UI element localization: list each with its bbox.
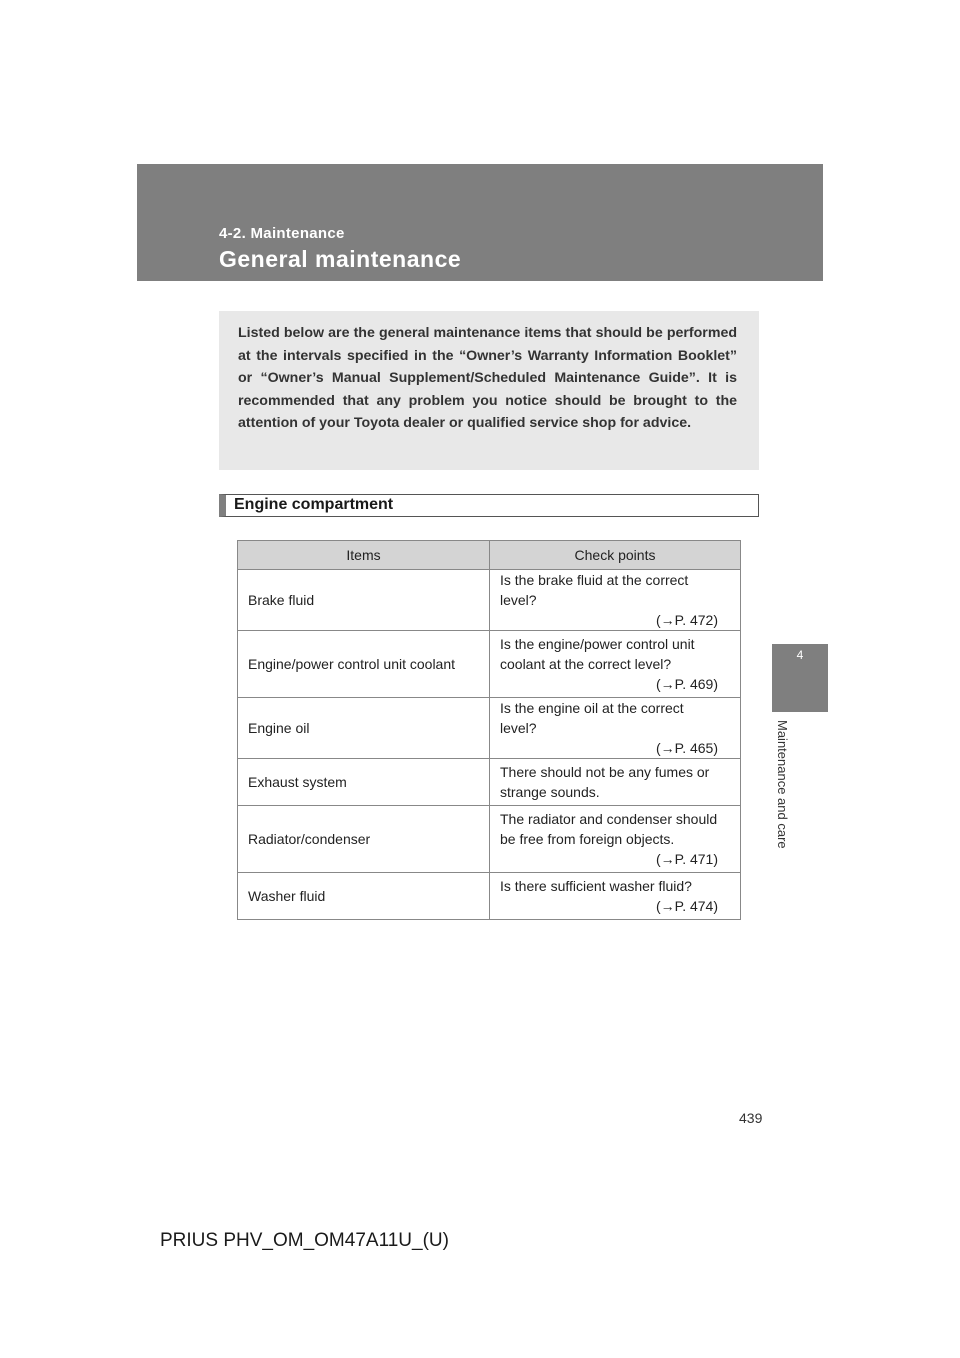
table-row [238,759,741,806]
check-text: There should not be any fumes or strange sounds. [500,764,710,800]
table-cell-item: Washer fluid [238,873,490,920]
page-reference-link[interactable]: (→P. 471) [656,851,718,867]
column-header-check-points: Check points [490,541,741,570]
footer-document-code: PRIUS PHV_OM_OM47A11U_(U) [160,1230,449,1251]
page-reference-link[interactable]: (→P. 465) [656,740,718,756]
page-reference-link[interactable]: (→P. 474) [656,898,718,914]
table-cell-item: Radiator/condenser [238,806,490,873]
check-text: The radiator and condenser should be free from foreign objects. [500,811,718,847]
maintenance-table [237,540,741,920]
table-header-row [238,541,741,570]
check-text: Is the brake fluid at the correct level? [500,572,689,608]
table-cell-check [490,806,741,873]
table-cell-item: Engine oil [238,698,490,759]
check-text: Is there sufficient washer fluid? [500,878,692,894]
table-row [238,698,741,759]
table-cell-item: Brake fluid [238,570,490,631]
page-reference-link[interactable]: (→P. 469) [656,676,718,692]
chapter-number: 4 [796,648,804,662]
chapter-tab [772,644,828,712]
check-text: Is the engine oil at the correct level? [500,700,684,736]
intro-text: Listed below are the general maintenance items that should be performed at the intervals specified in the “Owner’s Warranty Information Booklet” or “Owner’s Manual Supplement/Scheduled Maintenance Guide”. It is recommended that any problem you notice should be brought to the attention of your Toyota dealer or qualified service shop for advice. [238,325,737,432]
page-title: General maintenance [219,246,462,272]
table-row [238,873,741,920]
table-row [238,806,741,873]
table-row [238,570,741,631]
column-header-items: Items [238,541,490,570]
table-cell-item: Exhaust system [238,759,490,806]
chapter-caption: Maintenance and care [775,720,790,849]
table-cell-item: Engine/power control unit coolant [238,631,490,698]
intro-box [219,311,759,470]
page-reference-link[interactable]: (→P. 472) [656,612,718,628]
table-cell-check [490,759,741,806]
table-cell-check [490,698,741,759]
section-label: 4-2. Maintenance [219,225,345,242]
table-row [238,631,741,698]
subheading-engine-compartment: Engine compartment [219,494,759,517]
check-text: Is the engine/power control unit coolant at the correct level? [500,636,695,672]
table-cell-check [490,873,741,920]
table-cell-check [490,631,741,698]
page-number: 439 [739,1110,763,1126]
table-cell-check [490,570,741,631]
